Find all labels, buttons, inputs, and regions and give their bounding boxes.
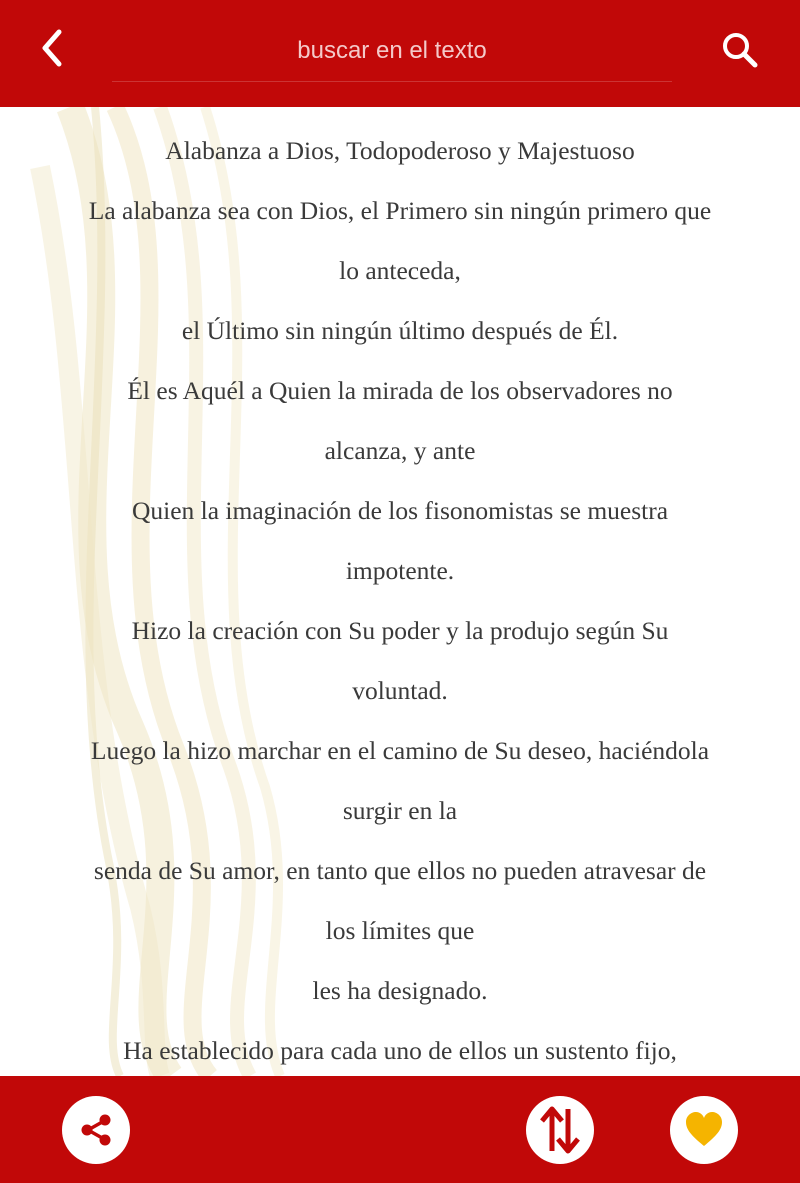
sort-order-button[interactable] [526, 1096, 594, 1164]
text-line: lo anteceda, [339, 256, 461, 285]
text-line: los límites que [325, 916, 475, 945]
top-app-bar [0, 0, 800, 107]
text-line: surgir en la [342, 796, 458, 825]
magnifier-icon [720, 30, 760, 70]
search-button[interactable] [712, 22, 768, 78]
favorite-button[interactable] [670, 1096, 738, 1164]
share-icon [76, 1110, 116, 1150]
back-button[interactable] [26, 20, 78, 76]
text-line: el Último sin ningún último después de Él. [181, 316, 619, 345]
text-line: La alabanza sea con Dios, el Primero sin ningún primero que [88, 196, 712, 225]
text-line: Alabanza a Dios, Todopoderoso y Majestuoso [165, 136, 635, 165]
share-button[interactable] [62, 1096, 130, 1164]
body-text [0, 107, 800, 1076]
text-line: senda de Su amor, en tanto que ellos no pueden atravesar de [93, 856, 707, 885]
chevron-left-icon [37, 28, 67, 68]
text-line: Quien la imaginación de los fisonomistas se muestra [131, 496, 669, 525]
text-line: alcanza, y ante [324, 436, 476, 465]
text-line: impotente. [345, 556, 455, 585]
text-line: Él es Aquél a Quien la mirada de los observadores no [127, 376, 673, 405]
heart-icon [684, 1111, 724, 1149]
bottom-action-bar [0, 1076, 800, 1183]
text-line: Luego la hizo marchar en el camino de Su deseo, haciéndola [90, 736, 710, 765]
search-input[interactable] [112, 20, 672, 82]
text-line: Ha establecido para cada uno de ellos un sustento fijo, [123, 1036, 677, 1065]
text-line: les ha designado. [312, 976, 488, 1005]
text-line: voluntad. [352, 676, 448, 705]
swap-vertical-icon [537, 1103, 583, 1157]
text-line: Hizo la creación con Su poder y la produjo según Su [131, 616, 669, 645]
text-content-area[interactable] [0, 107, 800, 1076]
